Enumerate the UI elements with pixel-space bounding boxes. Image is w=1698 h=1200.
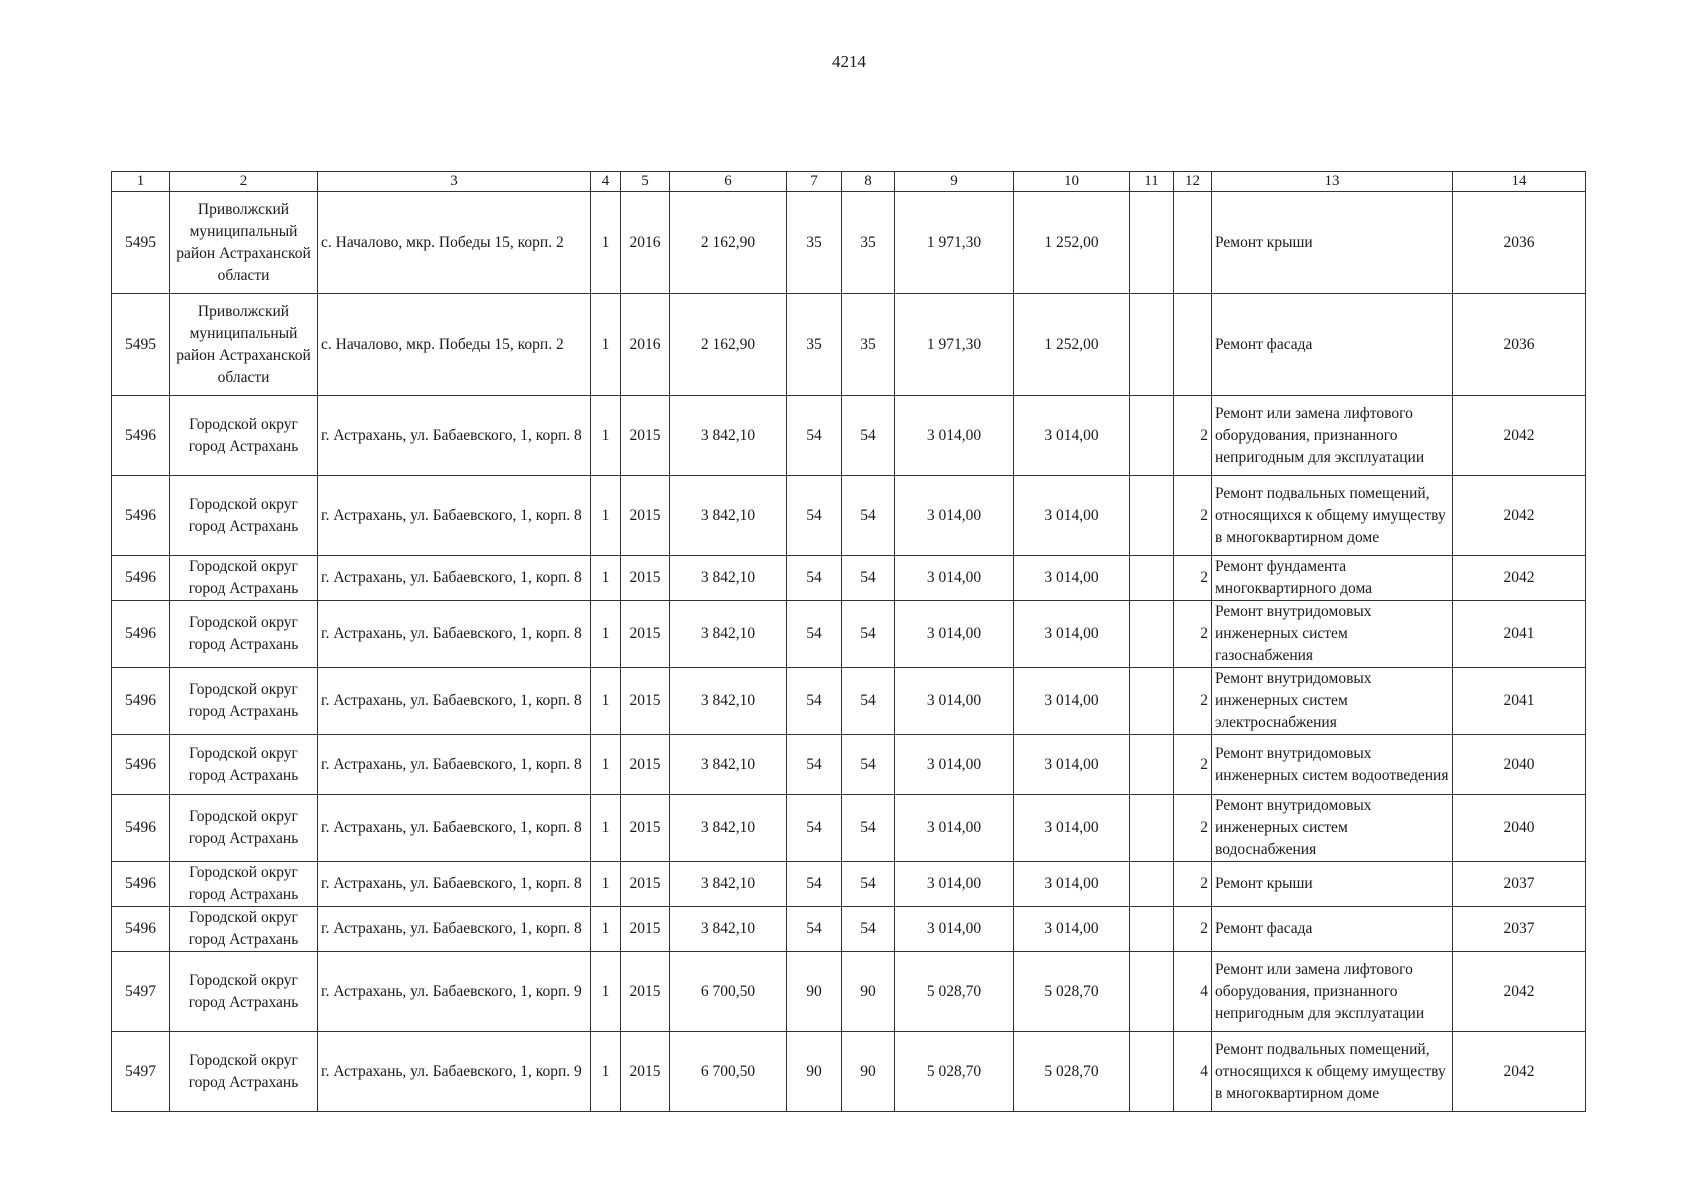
col-7-cell: 54 — [787, 396, 842, 476]
col-11-cell — [1130, 192, 1174, 294]
municipality-cell: Городской округ город Астрахань — [170, 556, 318, 601]
col-7-cell: 54 — [787, 668, 842, 735]
table-row — [112, 396, 1586, 476]
work-type-cell: Ремонт или замена лифтового оборудования, признанного непригодным для эксплуатации — [1212, 952, 1453, 1032]
work-type-cell: Ремонт внутридомовых инженерных систем водоотведения — [1212, 735, 1453, 795]
col-7-cell: 35 — [787, 192, 842, 294]
col-7-cell: 54 — [787, 476, 842, 556]
year-cell: 2015 — [621, 396, 670, 476]
area-cell: 3 842,10 — [670, 907, 787, 952]
row-number-cell: 5495 — [112, 294, 170, 396]
table-row — [112, 476, 1586, 556]
page-number: 4214 — [832, 52, 866, 71]
col-11-cell — [1130, 952, 1174, 1032]
col-8-cell: 54 — [842, 795, 895, 862]
area-living-cell: 3 014,00 — [895, 795, 1014, 862]
municipality-cell: Городской округ город Астрахань — [170, 668, 318, 735]
area-residential-cell: 3 014,00 — [1014, 668, 1130, 735]
row-number-cell: 5496 — [112, 795, 170, 862]
row-number-cell: 5496 — [112, 862, 170, 907]
planned-year-cell: 2041 — [1453, 601, 1586, 668]
planned-year-cell: 2040 — [1453, 735, 1586, 795]
municipality-cell: Городской округ город Астрахань — [170, 601, 318, 668]
table-row — [112, 192, 1586, 294]
row-number-cell: 5496 — [112, 601, 170, 668]
address-cell: г. Астрахань, ул. Бабаевского, 1, корп. 8 — [318, 601, 591, 668]
row-number-cell: 5496 — [112, 735, 170, 795]
col-8-cell: 54 — [842, 396, 895, 476]
year-cell: 2015 — [621, 668, 670, 735]
year-cell: 2016 — [621, 294, 670, 396]
area-residential-cell: 5 028,70 — [1014, 1032, 1130, 1112]
municipality-cell: Городской округ город Астрахань — [170, 952, 318, 1032]
col-11-cell — [1130, 476, 1174, 556]
area-living-cell: 3 014,00 — [895, 735, 1014, 795]
area-residential-cell: 1 252,00 — [1014, 294, 1130, 396]
planned-year-cell: 2040 — [1453, 795, 1586, 862]
column-header: 7 — [787, 172, 842, 192]
planned-year-cell: 2042 — [1453, 396, 1586, 476]
municipality-cell: Городской округ город Астрахань — [170, 862, 318, 907]
table-row — [112, 556, 1586, 601]
area-cell: 2 162,90 — [670, 294, 787, 396]
col-7-cell: 35 — [787, 294, 842, 396]
col-4-cell: 1 — [591, 862, 621, 907]
year-cell: 2015 — [621, 476, 670, 556]
col-7-cell: 54 — [787, 556, 842, 601]
column-header: 6 — [670, 172, 787, 192]
area-living-cell: 5 028,70 — [895, 952, 1014, 1032]
col-7-cell: 90 — [787, 1032, 842, 1112]
col-11-cell — [1130, 795, 1174, 862]
area-residential-cell: 5 028,70 — [1014, 952, 1130, 1032]
municipality-cell: Городской округ город Астрахань — [170, 1032, 318, 1112]
column-header: 3 — [318, 172, 591, 192]
col-11-cell — [1130, 294, 1174, 396]
column-header: 5 — [621, 172, 670, 192]
col-8-cell: 35 — [842, 294, 895, 396]
col-12-cell: 2 — [1174, 735, 1212, 795]
area-cell: 3 842,10 — [670, 476, 787, 556]
col-4-cell: 1 — [591, 668, 621, 735]
table-row — [112, 862, 1586, 907]
work-type-cell: Ремонт подвальных помещений, относящихся к общему имуществу в многоквартирном доме — [1212, 1032, 1453, 1112]
year-cell: 2015 — [621, 1032, 670, 1112]
planned-year-cell: 2036 — [1453, 192, 1586, 294]
col-8-cell: 35 — [842, 192, 895, 294]
col-8-cell: 54 — [842, 907, 895, 952]
col-4-cell: 1 — [591, 294, 621, 396]
column-header: 11 — [1130, 172, 1174, 192]
column-header: 14 — [1453, 172, 1586, 192]
planned-year-cell: 2037 — [1453, 907, 1586, 952]
col-12-cell: 2 — [1174, 556, 1212, 601]
col-4-cell: 1 — [591, 795, 621, 862]
row-number-cell: 5496 — [112, 476, 170, 556]
work-type-cell: Ремонт внутридомовых инженерных систем электроснабжения — [1212, 668, 1453, 735]
col-11-cell — [1130, 735, 1174, 795]
area-cell: 3 842,10 — [670, 668, 787, 735]
col-4-cell: 1 — [591, 192, 621, 294]
col-12-cell: 2 — [1174, 795, 1212, 862]
year-cell: 2016 — [621, 192, 670, 294]
year-cell: 2015 — [621, 907, 670, 952]
col-11-cell — [1130, 1032, 1174, 1112]
area-cell: 3 842,10 — [670, 556, 787, 601]
col-11-cell — [1130, 862, 1174, 907]
row-number-cell: 5497 — [112, 1032, 170, 1112]
area-residential-cell: 3 014,00 — [1014, 862, 1130, 907]
work-type-cell: Ремонт или замена лифтового оборудования, признанного непригодным для эксплуатации — [1212, 396, 1453, 476]
header-row — [112, 172, 1586, 192]
planned-year-cell: 2042 — [1453, 476, 1586, 556]
col-8-cell: 54 — [842, 476, 895, 556]
area-residential-cell: 3 014,00 — [1014, 601, 1130, 668]
work-type-cell: Ремонт фасада — [1212, 907, 1453, 952]
work-type-cell: Ремонт внутридомовых инженерных систем газоснабжения — [1212, 601, 1453, 668]
address-cell: г. Астрахань, ул. Бабаевского, 1, корп. 8 — [318, 556, 591, 601]
planned-year-cell: 2042 — [1453, 556, 1586, 601]
area-cell: 2 162,90 — [670, 192, 787, 294]
row-number-cell: 5496 — [112, 556, 170, 601]
planned-year-cell: 2042 — [1453, 1032, 1586, 1112]
municipality-cell: Приволжский муниципальный район Астраханской области — [170, 294, 318, 396]
col-12-cell: 4 — [1174, 1032, 1212, 1112]
area-residential-cell: 3 014,00 — [1014, 735, 1130, 795]
col-12-cell: 2 — [1174, 668, 1212, 735]
col-8-cell: 54 — [842, 556, 895, 601]
address-cell: г. Астрахань, ул. Бабаевского, 1, корп. 8 — [318, 862, 591, 907]
table-row — [112, 668, 1586, 735]
col-8-cell: 54 — [842, 668, 895, 735]
area-living-cell: 3 014,00 — [895, 862, 1014, 907]
col-12-cell: 2 — [1174, 862, 1212, 907]
col-11-cell — [1130, 556, 1174, 601]
area-cell: 3 842,10 — [670, 795, 787, 862]
address-cell: г. Астрахань, ул. Бабаевского, 1, корп. 8 — [318, 668, 591, 735]
row-number-cell: 5496 — [112, 396, 170, 476]
col-8-cell: 90 — [842, 1032, 895, 1112]
address-cell: г. Астрахань, ул. Бабаевского, 1, корп. 8 — [318, 907, 591, 952]
column-header: 1 — [112, 172, 170, 192]
table-row — [112, 601, 1586, 668]
address-cell: с. Началово, мкр. Победы 15, корп. 2 — [318, 192, 591, 294]
column-header: 4 — [591, 172, 621, 192]
capital-repair-table — [111, 171, 1586, 1112]
col-4-cell: 1 — [591, 907, 621, 952]
col-4-cell: 1 — [591, 556, 621, 601]
table-row — [112, 1032, 1586, 1112]
work-type-cell: Ремонт фундамента многоквартирного дома — [1212, 556, 1453, 601]
col-11-cell — [1130, 396, 1174, 476]
col-12-cell: 2 — [1174, 476, 1212, 556]
column-header: 9 — [895, 172, 1014, 192]
col-11-cell — [1130, 907, 1174, 952]
col-8-cell: 54 — [842, 735, 895, 795]
work-type-cell: Ремонт внутридомовых инженерных систем водоснабжения — [1212, 795, 1453, 862]
year-cell: 2015 — [621, 795, 670, 862]
col-8-cell: 54 — [842, 862, 895, 907]
area-cell: 3 842,10 — [670, 735, 787, 795]
col-4-cell: 1 — [591, 476, 621, 556]
area-cell: 6 700,50 — [670, 952, 787, 1032]
col-4-cell: 1 — [591, 601, 621, 668]
area-living-cell: 1 971,30 — [895, 294, 1014, 396]
column-header: 13 — [1212, 172, 1453, 192]
year-cell: 2015 — [621, 952, 670, 1032]
col-12-cell: 2 — [1174, 907, 1212, 952]
area-residential-cell: 3 014,00 — [1014, 556, 1130, 601]
area-cell: 6 700,50 — [670, 1032, 787, 1112]
address-cell: г. Астрахань, ул. Бабаевского, 1, корп. 8 — [318, 795, 591, 862]
area-residential-cell: 1 252,00 — [1014, 192, 1130, 294]
col-7-cell: 54 — [787, 862, 842, 907]
row-number-cell: 5496 — [112, 668, 170, 735]
col-12-cell — [1174, 294, 1212, 396]
row-number-cell: 5495 — [112, 192, 170, 294]
municipality-cell: Городской округ город Астрахань — [170, 795, 318, 862]
work-type-cell: Ремонт подвальных помещений, относящихся к общему имуществу в многоквартирном доме — [1212, 476, 1453, 556]
col-12-cell — [1174, 192, 1212, 294]
area-living-cell: 3 014,00 — [895, 601, 1014, 668]
year-cell: 2015 — [621, 556, 670, 601]
col-4-cell: 1 — [591, 396, 621, 476]
col-7-cell: 54 — [787, 795, 842, 862]
planned-year-cell: 2042 — [1453, 952, 1586, 1032]
planned-year-cell: 2041 — [1453, 668, 1586, 735]
municipality-cell: Приволжский муниципальный район Астраханской области — [170, 192, 318, 294]
area-living-cell: 5 028,70 — [895, 1032, 1014, 1112]
table-row — [112, 294, 1586, 396]
col-11-cell — [1130, 601, 1174, 668]
address-cell: г. Астрахань, ул. Бабаевского, 1, корп. 9 — [318, 1032, 591, 1112]
work-type-cell: Ремонт крыши — [1212, 862, 1453, 907]
area-residential-cell: 3 014,00 — [1014, 795, 1130, 862]
area-cell: 3 842,10 — [670, 862, 787, 907]
year-cell: 2015 — [621, 862, 670, 907]
table-row — [112, 735, 1586, 795]
column-header: 8 — [842, 172, 895, 192]
table-body — [112, 192, 1586, 1112]
address-cell: г. Астрахань, ул. Бабаевского, 1, корп. 8 — [318, 735, 591, 795]
planned-year-cell: 2037 — [1453, 862, 1586, 907]
col-7-cell: 54 — [787, 735, 842, 795]
col-8-cell: 54 — [842, 601, 895, 668]
municipality-cell: Городской округ город Астрахань — [170, 476, 318, 556]
area-residential-cell: 3 014,00 — [1014, 396, 1130, 476]
col-8-cell: 90 — [842, 952, 895, 1032]
col-12-cell: 4 — [1174, 952, 1212, 1032]
col-11-cell — [1130, 668, 1174, 735]
address-cell: г. Астрахань, ул. Бабаевского, 1, корп. 9 — [318, 952, 591, 1032]
year-cell: 2015 — [621, 601, 670, 668]
table-row — [112, 907, 1586, 952]
area-cell: 3 842,10 — [670, 396, 787, 476]
col-4-cell: 1 — [591, 952, 621, 1032]
planned-year-cell: 2036 — [1453, 294, 1586, 396]
table-row — [112, 952, 1586, 1032]
address-cell: г. Астрахань, ул. Бабаевского, 1, корп. 8 — [318, 396, 591, 476]
col-7-cell: 54 — [787, 601, 842, 668]
area-living-cell: 3 014,00 — [895, 907, 1014, 952]
area-living-cell: 1 971,30 — [895, 192, 1014, 294]
municipality-cell: Городской округ город Астрахань — [170, 907, 318, 952]
address-cell: с. Началово, мкр. Победы 15, корп. 2 — [318, 294, 591, 396]
area-living-cell: 3 014,00 — [895, 396, 1014, 476]
col-4-cell: 1 — [591, 1032, 621, 1112]
column-header: 12 — [1174, 172, 1212, 192]
address-cell: г. Астрахань, ул. Бабаевского, 1, корп. 8 — [318, 476, 591, 556]
year-cell: 2015 — [621, 735, 670, 795]
col-7-cell: 54 — [787, 907, 842, 952]
row-number-cell: 5497 — [112, 952, 170, 1032]
area-residential-cell: 3 014,00 — [1014, 476, 1130, 556]
col-7-cell: 90 — [787, 952, 842, 1032]
area-living-cell: 3 014,00 — [895, 476, 1014, 556]
work-type-cell: Ремонт фасада — [1212, 294, 1453, 396]
work-type-cell: Ремонт крыши — [1212, 192, 1453, 294]
table-row — [112, 795, 1586, 862]
col-12-cell: 2 — [1174, 396, 1212, 476]
area-cell: 3 842,10 — [670, 601, 787, 668]
area-living-cell: 3 014,00 — [895, 556, 1014, 601]
column-header: 10 — [1014, 172, 1130, 192]
area-residential-cell: 3 014,00 — [1014, 907, 1130, 952]
municipality-cell: Городской округ город Астрахань — [170, 396, 318, 476]
row-number-cell: 5496 — [112, 907, 170, 952]
column-header: 2 — [170, 172, 318, 192]
col-4-cell: 1 — [591, 735, 621, 795]
col-12-cell: 2 — [1174, 601, 1212, 668]
area-living-cell: 3 014,00 — [895, 668, 1014, 735]
municipality-cell: Городской округ город Астрахань — [170, 735, 318, 795]
